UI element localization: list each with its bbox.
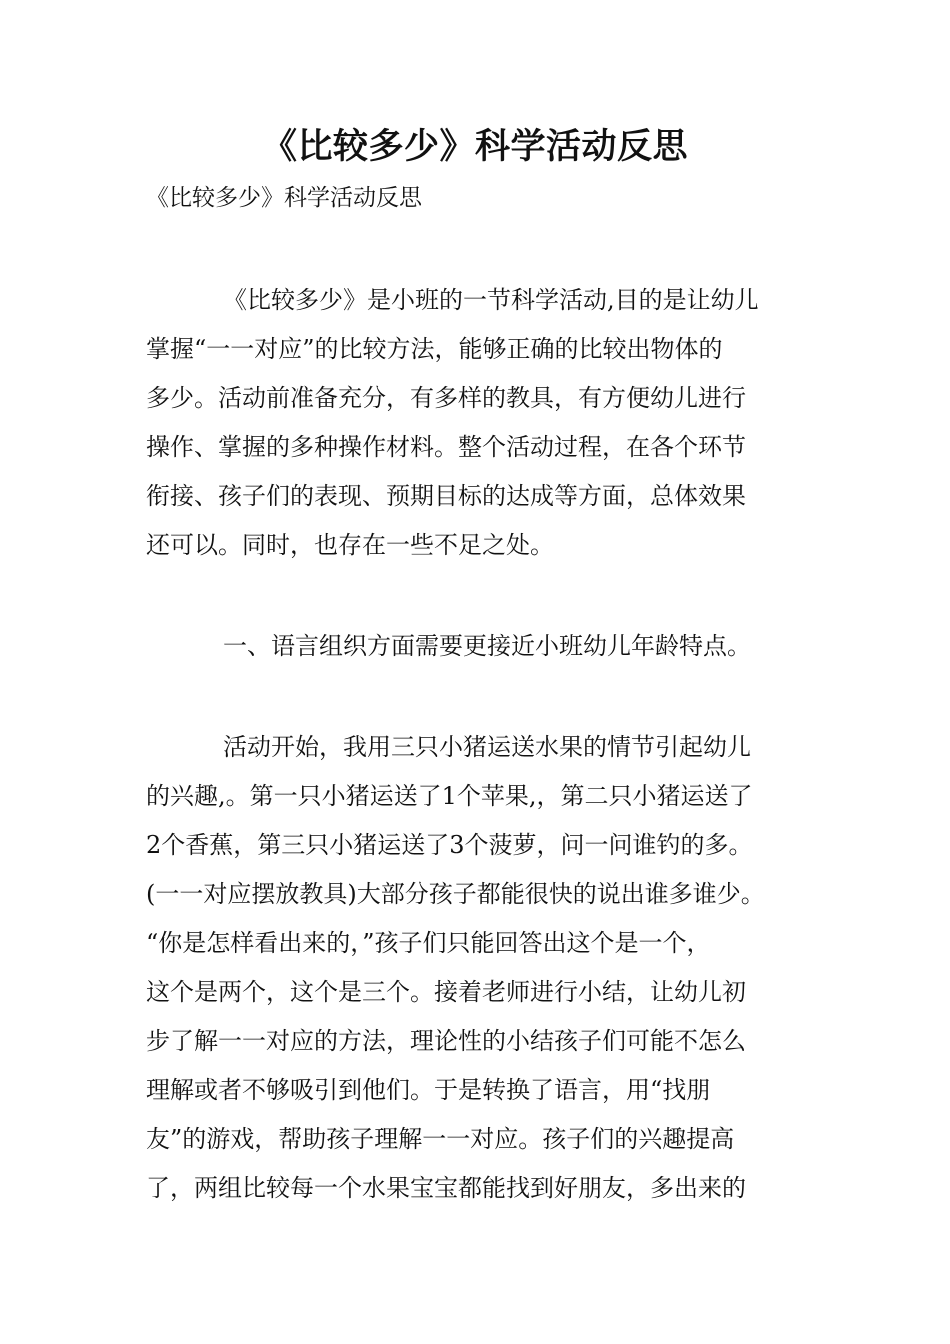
paragraph-line: 衔接、孩子们的表现、预期目标的达成等方面，总体效果	[146, 482, 746, 510]
paragraph-line: 活动开始，我用三只小猪运送水果的情节引起幼儿	[223, 733, 751, 761]
paragraph-line: 的兴趣,。第一只小猪运送了1个苹果,，第二只小猪运送了	[146, 782, 753, 810]
paragraph-activity	[146, 723, 810, 1213]
paragraph-intro	[146, 276, 810, 570]
document-title: 《比较多少》科学活动反思	[261, 127, 688, 167]
paragraph-line: 操作、掌握的多种操作材料。整个活动过程，在各个环节	[146, 433, 746, 461]
paragraph-line: 掌握“一一对应”的比较方法，能够正确的比较出物体的	[146, 335, 723, 363]
paragraph-line: (一一对应摆放教具)大部分孩子都能很快的说出谁多谁少。	[146, 880, 765, 908]
paragraph-line: “你是怎样看出来的，”孩子们只能回答出这个是一个，	[146, 929, 711, 957]
paragraph-line: 这个是两个，这个是三个。接着老师进行小结，让幼儿初	[146, 978, 746, 1006]
paragraph-line: 2个香蕉，第三只小猪运送了3个菠萝，问一问谁钓的多。	[146, 831, 753, 859]
paragraph-line: 理解或者不够吸引到他们。于是转换了语言，用“找朋	[146, 1076, 711, 1104]
paragraph-line: 步了解一一对应的方法，理论性的小结孩子们可能不怎么	[146, 1027, 746, 1055]
section-heading	[146, 622, 810, 671]
paragraph-line: 还可以。同时，也存在一些不足之处。	[146, 531, 554, 559]
section-heading-text: 一、语言组织方面需要更接近小班幼儿年龄特点。	[223, 632, 751, 660]
paragraph-line: 《比较多少》是小班的一节科学活动,目的是让幼儿	[223, 286, 759, 314]
document-subtitle: 《比较多少》科学活动反思	[146, 185, 422, 211]
paragraph-line: 友”的游戏，帮助孩子理解一一对应。孩子们的兴趣提高	[146, 1125, 735, 1153]
paragraph-line: 了，两组比较每一个水果宝宝都能找到好朋友，多出来的	[146, 1174, 746, 1202]
paragraph-line: 多少。活动前准备充分，有多样的教具，有方便幼儿进行	[146, 384, 746, 412]
